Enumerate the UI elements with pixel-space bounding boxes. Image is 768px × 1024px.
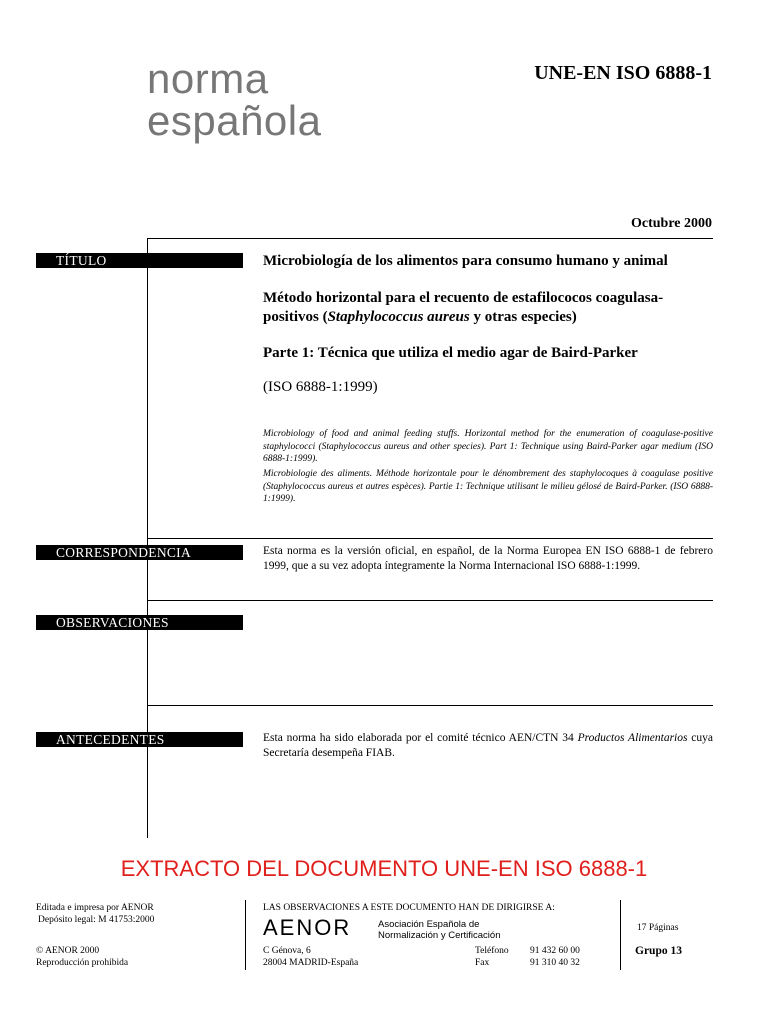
section-label-text: OBSERVACIONES [56,615,169,630]
footer-observations: LAS OBSERVACIONES A ESTE DOCUMENTO HAN DE DIRIGIRSE A: [263,903,555,913]
section-label-observaciones [36,615,243,630]
footer-fax: 91 310 40 32 [530,958,580,968]
footer-edited: Editada e impresa por AENOR [36,903,154,913]
footer-deposit: Depósito legal: M 41753:2000 [38,915,155,925]
page-count: 17 Páginas [637,923,679,933]
divider-antecedentes [147,705,713,706]
title-line-2 [263,289,713,327]
title-line-3: Parte 1: Técnica que utiliza el medio agar de Baird-Parker [263,345,638,361]
correspondencia-text: Esta norma es la versión oficial, en español, de la Norma Europea EN ISO 6888-1 de febrero 1999, que a su vez adopta íntegramente la Norma Internacional ISO 6888-1:1999. [263,545,713,572]
brand-line-1: norma [147,55,269,102]
aenor-subtitle [378,919,500,941]
aenor-logo: AENOR [263,915,352,940]
title-line-1: Microbiología de los alimentos para consumo humano y animal [263,253,668,269]
section-label-correspondencia [36,545,243,560]
antecedentes-text [263,731,713,761]
footer-divider-right [620,900,621,970]
publication-date: Octubre 2000 [630,216,712,231]
brand-title [147,55,322,144]
divider-vertical-1 [147,238,148,538]
footer-phone-label: Teléfono [475,946,509,956]
antecedentes-text-b: cuya Secretaría desempeña FIAB. [263,732,714,759]
french-title: Microbiologie des aliments. Méthode horizontale pour le dénombrement des staphylocoques à coagulase positive (Staphylococcus aureus et autres espèces). Partie 1: Technique utilisant le milieu gélosé de Baird-Parker. (ISO 6888-1:1999). [263,469,713,504]
aenor-subtitle-2: Normalización y Certificación [378,930,501,941]
section-label-text: CORRESPONDENCIA [56,545,192,560]
divider-vertical-2 [147,538,148,838]
footer-street: C Génova, 6 [263,946,311,956]
section-label-antecedentes [36,732,243,747]
section-label-titulo [36,253,243,268]
divider-top [147,238,713,239]
footer-fax-label: Fax [475,958,490,968]
section-label-text: ANTECEDENTES [56,732,165,747]
title-species: Staphylococcus aureus [327,309,470,325]
brand-line-2: española [147,97,322,144]
divider-observaciones [147,600,713,601]
footer-phone: 91 432 60 00 [530,946,580,956]
price-group: Grupo 13 [635,945,682,957]
title-line-2-b: y otras especies) [469,309,577,325]
footer-city: 28004 MADRID-España [263,958,359,968]
divider-correspondencia [147,538,713,539]
standard-code: UNE-EN ISO 6888-1 [534,62,712,84]
section-label-text: TÍTULO [56,253,107,268]
english-title: Microbiology of food and animal feeding stuffs. Horizontal method for the enumeration of coagulase-positive staphylococci (Staphylococcus aureus and other species). Part 1: Technique using Baird-Parker agar medium (ISO 6888-1:1999). [263,429,713,464]
footer-reproduction: Reproducción prohibida [36,958,129,968]
aenor-subtitle-1: Asociación Española de [378,919,480,930]
antecedentes-text-a: Esta norma ha sido elaborada por el comité técnico AEN/CTN 34 [263,732,578,744]
extract-notice: EXTRACTO DEL DOCUMENTO UNE-EN ISO 6888-1 [120,856,648,881]
antecedentes-committee: Productos Alimentarios [577,732,688,744]
footer-copyright: © AENOR 2000 [36,946,100,956]
footer-divider-left [245,900,246,970]
title-line-2-a: Método horizontal para el recuento de estafilococos coagulasa-positivos ( [263,290,664,325]
iso-reference: (ISO 6888-1:1999) [263,379,378,395]
